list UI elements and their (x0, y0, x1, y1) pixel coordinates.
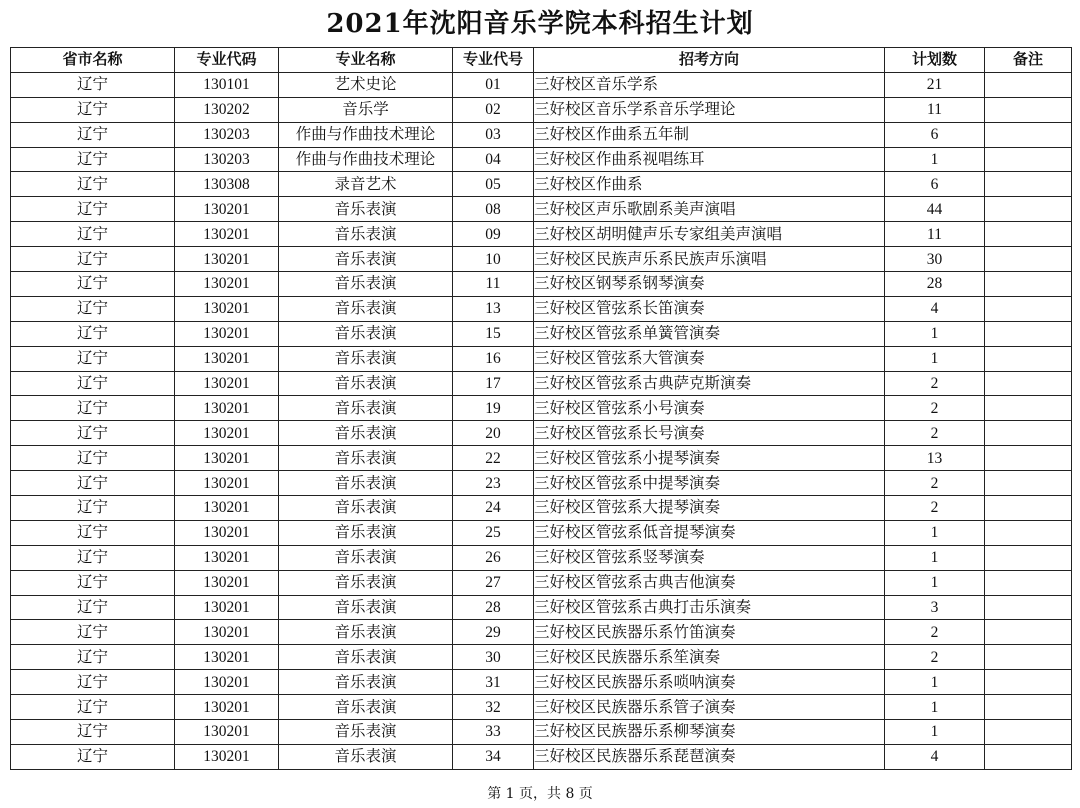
plan-count-cell: 28 (885, 272, 985, 297)
major-number-cell: 10 (453, 247, 534, 272)
plan-count-cell: 2 (885, 371, 985, 396)
enrollment-plan-table (10, 47, 1072, 770)
major-number-cell: 34 (453, 744, 534, 769)
direction-cell: 三好校区音乐学系 (534, 72, 885, 97)
major-number-cell: 02 (453, 97, 534, 122)
major-code-cell: 130201 (175, 645, 279, 670)
major-code-cell: 130201 (175, 272, 279, 297)
major-name-cell: 音乐表演 (279, 197, 453, 222)
major-name-cell: 音乐表演 (279, 620, 453, 645)
direction-cell: 三好校区管弦系中提琴演奏 (534, 471, 885, 496)
major-number-cell: 32 (453, 695, 534, 720)
remarks-cell (985, 321, 1072, 346)
table-row (11, 122, 1072, 147)
table-row (11, 545, 1072, 570)
major-number-cell: 23 (453, 471, 534, 496)
remarks-cell (985, 670, 1072, 695)
table-row (11, 570, 1072, 595)
header-province: 省市名称 (11, 48, 175, 73)
major-name-cell: 音乐表演 (279, 272, 453, 297)
major-code-cell: 130201 (175, 670, 279, 695)
major-number-cell: 22 (453, 446, 534, 471)
direction-cell: 三好校区民族器乐系竹笛演奏 (534, 620, 885, 645)
major-name-cell: 音乐表演 (279, 744, 453, 769)
province-cell: 辽宁 (11, 197, 175, 222)
plan-count-cell: 2 (885, 496, 985, 521)
major-name-cell: 音乐表演 (279, 595, 453, 620)
table-row (11, 371, 1072, 396)
major-number-cell: 09 (453, 222, 534, 247)
major-code-cell: 130201 (175, 620, 279, 645)
major-number-cell: 20 (453, 421, 534, 446)
province-cell: 辽宁 (11, 545, 175, 570)
header-plan-count: 计划数 (885, 48, 985, 73)
major-name-cell: 音乐表演 (279, 695, 453, 720)
major-name-cell: 音乐表演 (279, 670, 453, 695)
remarks-cell (985, 197, 1072, 222)
table-row (11, 147, 1072, 172)
major-name-cell: 录音艺术 (279, 172, 453, 197)
plan-count-cell: 11 (885, 97, 985, 122)
province-cell: 辽宁 (11, 222, 175, 247)
table-row (11, 595, 1072, 620)
plan-count-cell: 30 (885, 247, 985, 272)
direction-cell: 三好校区管弦系单簧管演奏 (534, 321, 885, 346)
major-number-cell: 08 (453, 197, 534, 222)
major-code-cell: 130201 (175, 595, 279, 620)
table-row (11, 197, 1072, 222)
plan-count-cell: 2 (885, 471, 985, 496)
plan-count-cell: 3 (885, 595, 985, 620)
major-number-cell: 28 (453, 595, 534, 620)
province-cell: 辽宁 (11, 496, 175, 521)
table-row (11, 421, 1072, 446)
province-cell: 辽宁 (11, 396, 175, 421)
major-code-cell: 130201 (175, 570, 279, 595)
document-title: 2021年沈阳音乐学院本科招生计划 (326, 9, 754, 39)
table-row (11, 520, 1072, 545)
direction-cell: 三好校区管弦系小提琴演奏 (534, 446, 885, 471)
page-number: 第 1 页，共 8 页 (487, 786, 593, 802)
table-body (11, 72, 1072, 769)
remarks-cell (985, 247, 1072, 272)
major-name-cell: 音乐表演 (279, 446, 453, 471)
plan-count-cell: 1 (885, 520, 985, 545)
major-code-cell: 130201 (175, 396, 279, 421)
plan-count-cell: 6 (885, 122, 985, 147)
plan-count-cell: 6 (885, 172, 985, 197)
remarks-cell (985, 421, 1072, 446)
major-code-cell: 130201 (175, 720, 279, 745)
major-code-cell: 130203 (175, 122, 279, 147)
province-cell: 辽宁 (11, 570, 175, 595)
major-number-cell: 29 (453, 620, 534, 645)
plan-count-cell: 44 (885, 197, 985, 222)
remarks-cell (985, 620, 1072, 645)
major-code-cell: 130201 (175, 695, 279, 720)
major-code-cell: 130201 (175, 520, 279, 545)
plan-count-cell: 11 (885, 222, 985, 247)
major-code-cell: 130201 (175, 545, 279, 570)
major-number-cell: 27 (453, 570, 534, 595)
table-row (11, 446, 1072, 471)
table-row (11, 471, 1072, 496)
major-number-cell: 11 (453, 272, 534, 297)
major-code-cell: 130203 (175, 147, 279, 172)
plan-count-cell: 2 (885, 396, 985, 421)
major-code-cell: 130201 (175, 471, 279, 496)
major-number-cell: 01 (453, 72, 534, 97)
province-cell: 辽宁 (11, 321, 175, 346)
table-row (11, 272, 1072, 297)
major-name-cell: 音乐表演 (279, 247, 453, 272)
direction-cell: 三好校区管弦系古典打击乐演奏 (534, 595, 885, 620)
direction-cell: 三好校区管弦系竖琴演奏 (534, 545, 885, 570)
direction-cell: 三好校区钢琴系钢琴演奏 (534, 272, 885, 297)
header-direction: 招考方向 (534, 48, 885, 73)
major-code-cell: 130201 (175, 496, 279, 521)
direction-cell: 三好校区管弦系小号演奏 (534, 396, 885, 421)
province-cell: 辽宁 (11, 346, 175, 371)
remarks-cell (985, 645, 1072, 670)
header-major-code: 专业代码 (175, 48, 279, 73)
plan-count-cell: 13 (885, 446, 985, 471)
province-cell: 辽宁 (11, 471, 175, 496)
direction-cell: 三好校区声乐歌剧系美声演唱 (534, 197, 885, 222)
major-code-cell: 130201 (175, 744, 279, 769)
direction-cell: 三好校区管弦系大管演奏 (534, 346, 885, 371)
major-name-cell: 音乐表演 (279, 346, 453, 371)
major-name-cell: 音乐表演 (279, 645, 453, 670)
major-code-cell: 130201 (175, 247, 279, 272)
remarks-cell (985, 520, 1072, 545)
direction-cell: 三好校区管弦系古典萨克斯演奏 (534, 371, 885, 396)
table-row (11, 247, 1072, 272)
remarks-cell (985, 147, 1072, 172)
major-number-cell: 24 (453, 496, 534, 521)
table-row (11, 670, 1072, 695)
table-row (11, 296, 1072, 321)
header-remarks: 备注 (985, 48, 1072, 73)
major-number-cell: 19 (453, 396, 534, 421)
direction-cell: 三好校区作曲系视唱练耳 (534, 147, 885, 172)
province-cell: 辽宁 (11, 421, 175, 446)
major-name-cell: 音乐表演 (279, 371, 453, 396)
table-row (11, 720, 1072, 745)
table-row (11, 97, 1072, 122)
major-code-cell: 130201 (175, 371, 279, 396)
major-name-cell: 音乐表演 (279, 496, 453, 521)
direction-cell: 三好校区民族声乐系民族声乐演唱 (534, 247, 885, 272)
plan-count-cell: 1 (885, 695, 985, 720)
province-cell: 辽宁 (11, 695, 175, 720)
major-number-cell: 33 (453, 720, 534, 745)
major-name-cell: 音乐表演 (279, 471, 453, 496)
plan-count-cell: 1 (885, 670, 985, 695)
table-row (11, 645, 1072, 670)
major-code-cell: 130201 (175, 296, 279, 321)
plan-count-cell: 1 (885, 545, 985, 570)
major-name-cell: 音乐表演 (279, 421, 453, 446)
direction-cell: 三好校区作曲系 (534, 172, 885, 197)
province-cell: 辽宁 (11, 172, 175, 197)
major-name-cell: 音乐表演 (279, 570, 453, 595)
remarks-cell (985, 595, 1072, 620)
province-cell: 辽宁 (11, 520, 175, 545)
major-name-cell: 音乐表演 (279, 545, 453, 570)
remarks-cell (985, 296, 1072, 321)
direction-cell: 三好校区作曲系五年制 (534, 122, 885, 147)
remarks-cell (985, 446, 1072, 471)
table-row (11, 396, 1072, 421)
table-row (11, 695, 1072, 720)
major-name-cell: 音乐表演 (279, 321, 453, 346)
major-code-cell: 130101 (175, 72, 279, 97)
remarks-cell (985, 695, 1072, 720)
table-row (11, 744, 1072, 769)
table-row (11, 72, 1072, 97)
major-code-cell: 130201 (175, 321, 279, 346)
table-row (11, 222, 1072, 247)
province-cell: 辽宁 (11, 446, 175, 471)
major-number-cell: 17 (453, 371, 534, 396)
plan-count-cell: 2 (885, 620, 985, 645)
remarks-cell (985, 272, 1072, 297)
remarks-cell (985, 371, 1072, 396)
header-major-name: 专业名称 (279, 48, 453, 73)
major-number-cell: 16 (453, 346, 534, 371)
direction-cell: 三好校区民族器乐系琵琶演奏 (534, 744, 885, 769)
major-number-cell: 03 (453, 122, 534, 147)
major-code-cell: 130201 (175, 197, 279, 222)
major-code-cell: 130308 (175, 172, 279, 197)
province-cell: 辽宁 (11, 744, 175, 769)
major-code-cell: 130201 (175, 446, 279, 471)
major-number-cell: 25 (453, 520, 534, 545)
table-header-row (11, 48, 1072, 73)
remarks-cell (985, 122, 1072, 147)
province-cell: 辽宁 (11, 645, 175, 670)
remarks-cell (985, 720, 1072, 745)
direction-cell: 三好校区音乐学系音乐学理论 (534, 97, 885, 122)
direction-cell: 三好校区管弦系长号演奏 (534, 421, 885, 446)
plan-count-cell: 1 (885, 570, 985, 595)
major-name-cell: 艺术史论 (279, 72, 453, 97)
direction-cell: 三好校区管弦系古典吉他演奏 (534, 570, 885, 595)
major-name-cell: 音乐表演 (279, 296, 453, 321)
province-cell: 辽宁 (11, 620, 175, 645)
table-row (11, 172, 1072, 197)
remarks-cell (985, 396, 1072, 421)
remarks-cell (985, 72, 1072, 97)
remarks-cell (985, 545, 1072, 570)
direction-cell: 三好校区民族器乐系笙演奏 (534, 645, 885, 670)
header-major-number: 专业代号 (453, 48, 534, 73)
remarks-cell (985, 496, 1072, 521)
direction-cell: 三好校区民族器乐系唢呐演奏 (534, 670, 885, 695)
plan-count-cell: 1 (885, 346, 985, 371)
major-code-cell: 130201 (175, 222, 279, 247)
plan-count-cell: 1 (885, 147, 985, 172)
major-number-cell: 31 (453, 670, 534, 695)
direction-cell: 三好校区管弦系大提琴演奏 (534, 496, 885, 521)
province-cell: 辽宁 (11, 670, 175, 695)
plan-count-cell: 1 (885, 720, 985, 745)
plan-count-cell: 1 (885, 321, 985, 346)
table-row (11, 620, 1072, 645)
province-cell: 辽宁 (11, 122, 175, 147)
plan-count-cell: 4 (885, 296, 985, 321)
major-name-cell: 作曲与作曲技术理论 (279, 122, 453, 147)
remarks-cell (985, 744, 1072, 769)
major-code-cell: 130201 (175, 421, 279, 446)
direction-cell: 三好校区胡明健声乐专家组美声演唱 (534, 222, 885, 247)
province-cell: 辽宁 (11, 72, 175, 97)
remarks-cell (985, 570, 1072, 595)
direction-cell: 三好校区管弦系低音提琴演奏 (534, 520, 885, 545)
table-row (11, 496, 1072, 521)
major-number-cell: 04 (453, 147, 534, 172)
province-cell: 辽宁 (11, 272, 175, 297)
plan-count-cell: 2 (885, 421, 985, 446)
major-name-cell: 音乐表演 (279, 520, 453, 545)
table-row (11, 346, 1072, 371)
province-cell: 辽宁 (11, 595, 175, 620)
plan-count-cell: 2 (885, 645, 985, 670)
direction-cell: 三好校区民族器乐系管子演奏 (534, 695, 885, 720)
remarks-cell (985, 346, 1072, 371)
major-name-cell: 音乐表演 (279, 222, 453, 247)
province-cell: 辽宁 (11, 147, 175, 172)
major-name-cell: 作曲与作曲技术理论 (279, 147, 453, 172)
province-cell: 辽宁 (11, 371, 175, 396)
major-number-cell: 13 (453, 296, 534, 321)
major-name-cell: 音乐学 (279, 97, 453, 122)
province-cell: 辽宁 (11, 97, 175, 122)
major-name-cell: 音乐表演 (279, 396, 453, 421)
province-cell: 辽宁 (11, 720, 175, 745)
table-row (11, 321, 1072, 346)
major-number-cell: 26 (453, 545, 534, 570)
major-number-cell: 05 (453, 172, 534, 197)
remarks-cell (985, 97, 1072, 122)
plan-count-cell: 4 (885, 744, 985, 769)
direction-cell: 三好校区民族器乐系柳琴演奏 (534, 720, 885, 745)
remarks-cell (985, 172, 1072, 197)
major-code-cell: 130201 (175, 346, 279, 371)
plan-count-cell: 21 (885, 72, 985, 97)
remarks-cell (985, 471, 1072, 496)
province-cell: 辽宁 (11, 247, 175, 272)
province-cell: 辽宁 (11, 296, 175, 321)
major-name-cell: 音乐表演 (279, 720, 453, 745)
remarks-cell (985, 222, 1072, 247)
major-code-cell: 130202 (175, 97, 279, 122)
direction-cell: 三好校区管弦系长笛演奏 (534, 296, 885, 321)
major-number-cell: 15 (453, 321, 534, 346)
major-number-cell: 30 (453, 645, 534, 670)
